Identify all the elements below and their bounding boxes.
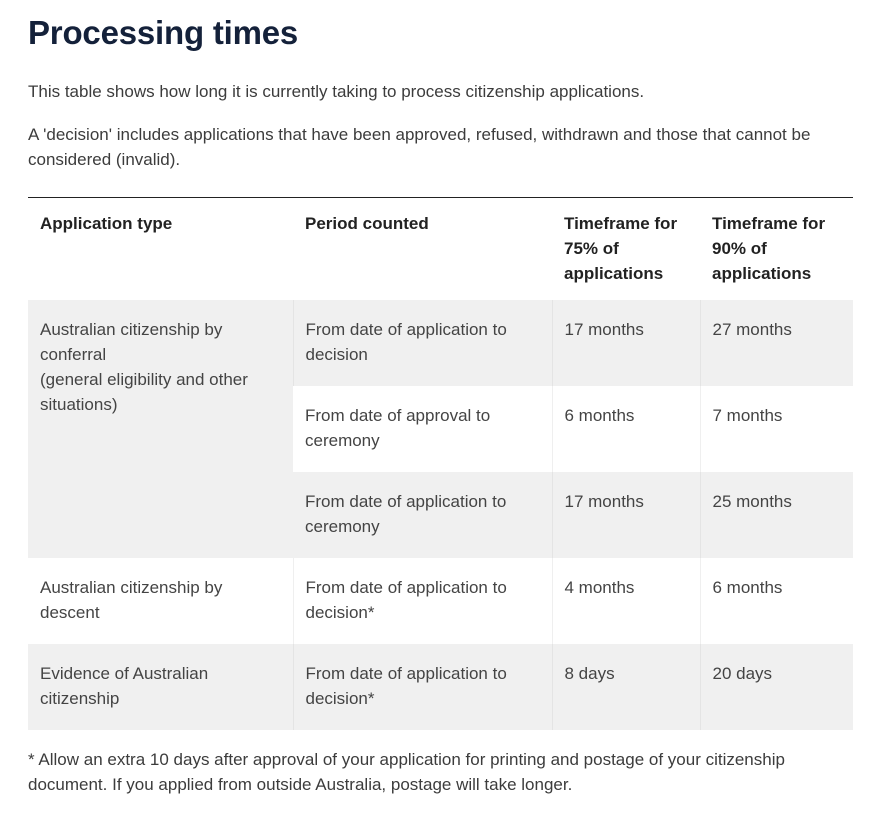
cell-timeframe-90: 27 months bbox=[700, 300, 853, 386]
cell-period: From date of application to ceremony bbox=[293, 472, 552, 558]
cell-timeframe-75: 6 months bbox=[552, 386, 700, 472]
cell-application-type: Australian citizenship by conferral (general eligibility and other situations) bbox=[28, 300, 293, 558]
table-row bbox=[28, 644, 853, 730]
cell-period: From date of application to decision bbox=[293, 300, 552, 386]
decision-definition-text: A 'decision' includes applications that have been approved, refused, withdrawn and those that cannot be considered (invalid). bbox=[28, 125, 811, 169]
header-timeframe-75: Timeframe for 75% of applications bbox=[564, 214, 678, 283]
page-title: Processing times bbox=[28, 14, 299, 51]
table-header-row bbox=[28, 198, 853, 301]
cell-period: From date of application to decision* bbox=[293, 644, 552, 730]
cell-timeframe-75: 17 months bbox=[552, 472, 700, 558]
footnote-text: * Allow an extra 10 days after approval of your application for printing and postage of your citizenship document. If you applied from outside Australia, postage will take longer. bbox=[28, 750, 785, 794]
intro-text: This table shows how long it is currently taking to process citizenship applications. bbox=[28, 82, 645, 101]
cell-application-type: Evidence of Australian citizenship bbox=[28, 644, 293, 730]
table-row bbox=[28, 558, 853, 644]
cell-timeframe-75: 8 days bbox=[552, 644, 700, 730]
cell-timeframe-75: 17 months bbox=[552, 300, 700, 386]
header-timeframe-90: Timeframe for 90% of applications bbox=[712, 214, 835, 283]
cell-timeframe-90: 7 months bbox=[700, 386, 853, 472]
cell-timeframe-75: 4 months bbox=[552, 558, 700, 644]
header-application-type: Application type bbox=[40, 214, 173, 233]
cell-period: From date of approval to ceremony bbox=[293, 386, 552, 472]
cell-timeframe-90: 20 days bbox=[700, 644, 853, 730]
cell-period: From date of application to decision* bbox=[293, 558, 552, 644]
cell-timeframe-90: 6 months bbox=[700, 558, 853, 644]
cell-application-type: Australian citizenship by descent bbox=[28, 558, 293, 644]
table-row bbox=[28, 300, 853, 386]
cell-timeframe-90: 25 months bbox=[700, 472, 853, 558]
processing-times-table bbox=[28, 197, 853, 730]
header-period-counted: Period counted bbox=[305, 214, 429, 233]
